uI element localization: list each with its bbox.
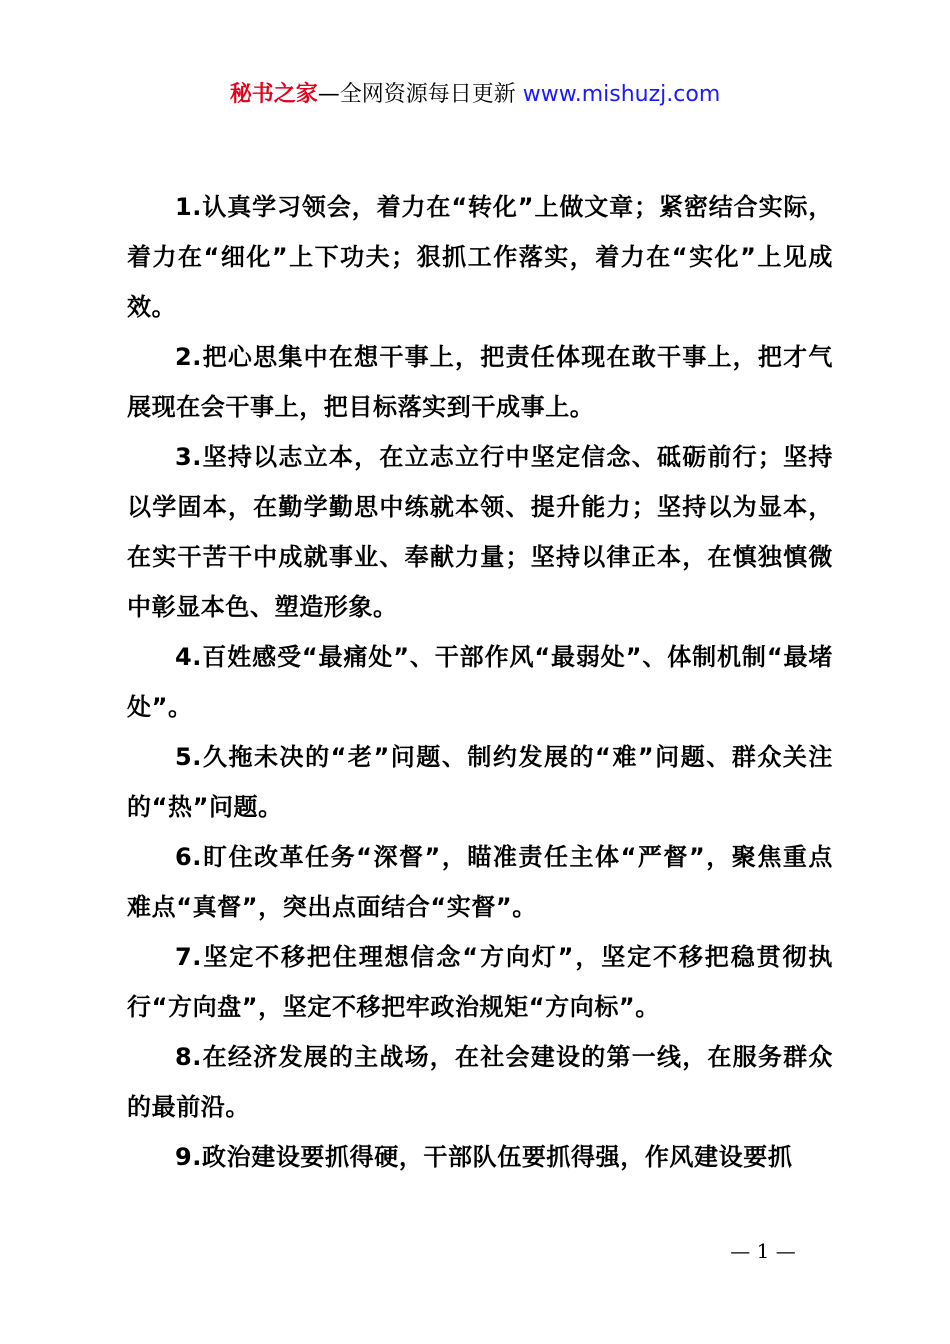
paragraph-7: 7.坚定不移把住理想信念“方向灯”，坚定不移把稳贯彻执行“方向盘”，坚定不移把牢政治规矩“方向标”。	[127, 943, 833, 1021]
paragraph-2: 2.把心思集中在想干事上，把责任体现在敢干事上，把才气展现在会干事上，把目标落实到干成事上。	[127, 343, 833, 421]
document-body	[127, 182, 833, 1182]
site-url-link[interactable]: www.mishuzj.com	[522, 82, 721, 107]
site-tagline: —全网资源每日更新	[317, 82, 523, 107]
site-brand: 秘书之家	[229, 82, 318, 107]
paragraph-8: 8.在经济发展的主战场，在社会建设的第一线，在服务群众的最前沿。	[127, 1043, 833, 1121]
paragraph-9: 9.政治建设要抓得硬，干部队伍要抓得强，作风建设要抓	[175, 1143, 793, 1171]
page-number: — 1 —	[730, 1239, 796, 1263]
paragraph-4: 4.百姓感受“最痛处”、干部作风“最弱处”、体制机制“最堵处”。	[127, 643, 833, 721]
paragraph-1: 1.认真学习领会，着力在“转化”上做文章；紧密结合实际，着力在“细化”上下功夫；狠抓工作落实，着力在“实化”上见成效。	[127, 193, 833, 321]
paragraph-3: 3.坚持以志立本，在立志立行中坚定信念、砥砺前行；坚持以学固本，在勤学勤思中练就本领、提升能力；坚持以为显本，在实干苦干中成就事业、奉献力量；坚持以律正本，在慎独慎微中彰显本色、塑造形象。	[127, 443, 833, 621]
paragraph-5: 5.久拖未决的“老”问题、制约发展的“难”问题、群众关注的“热”问题。	[127, 743, 833, 821]
page-header	[0, 78, 950, 112]
paragraph-6: 6.盯住改革任务“深督”，瞄准责任主体“严督”，聚焦重点难点“真督”，突出点面结合“实督”。	[127, 843, 833, 921]
